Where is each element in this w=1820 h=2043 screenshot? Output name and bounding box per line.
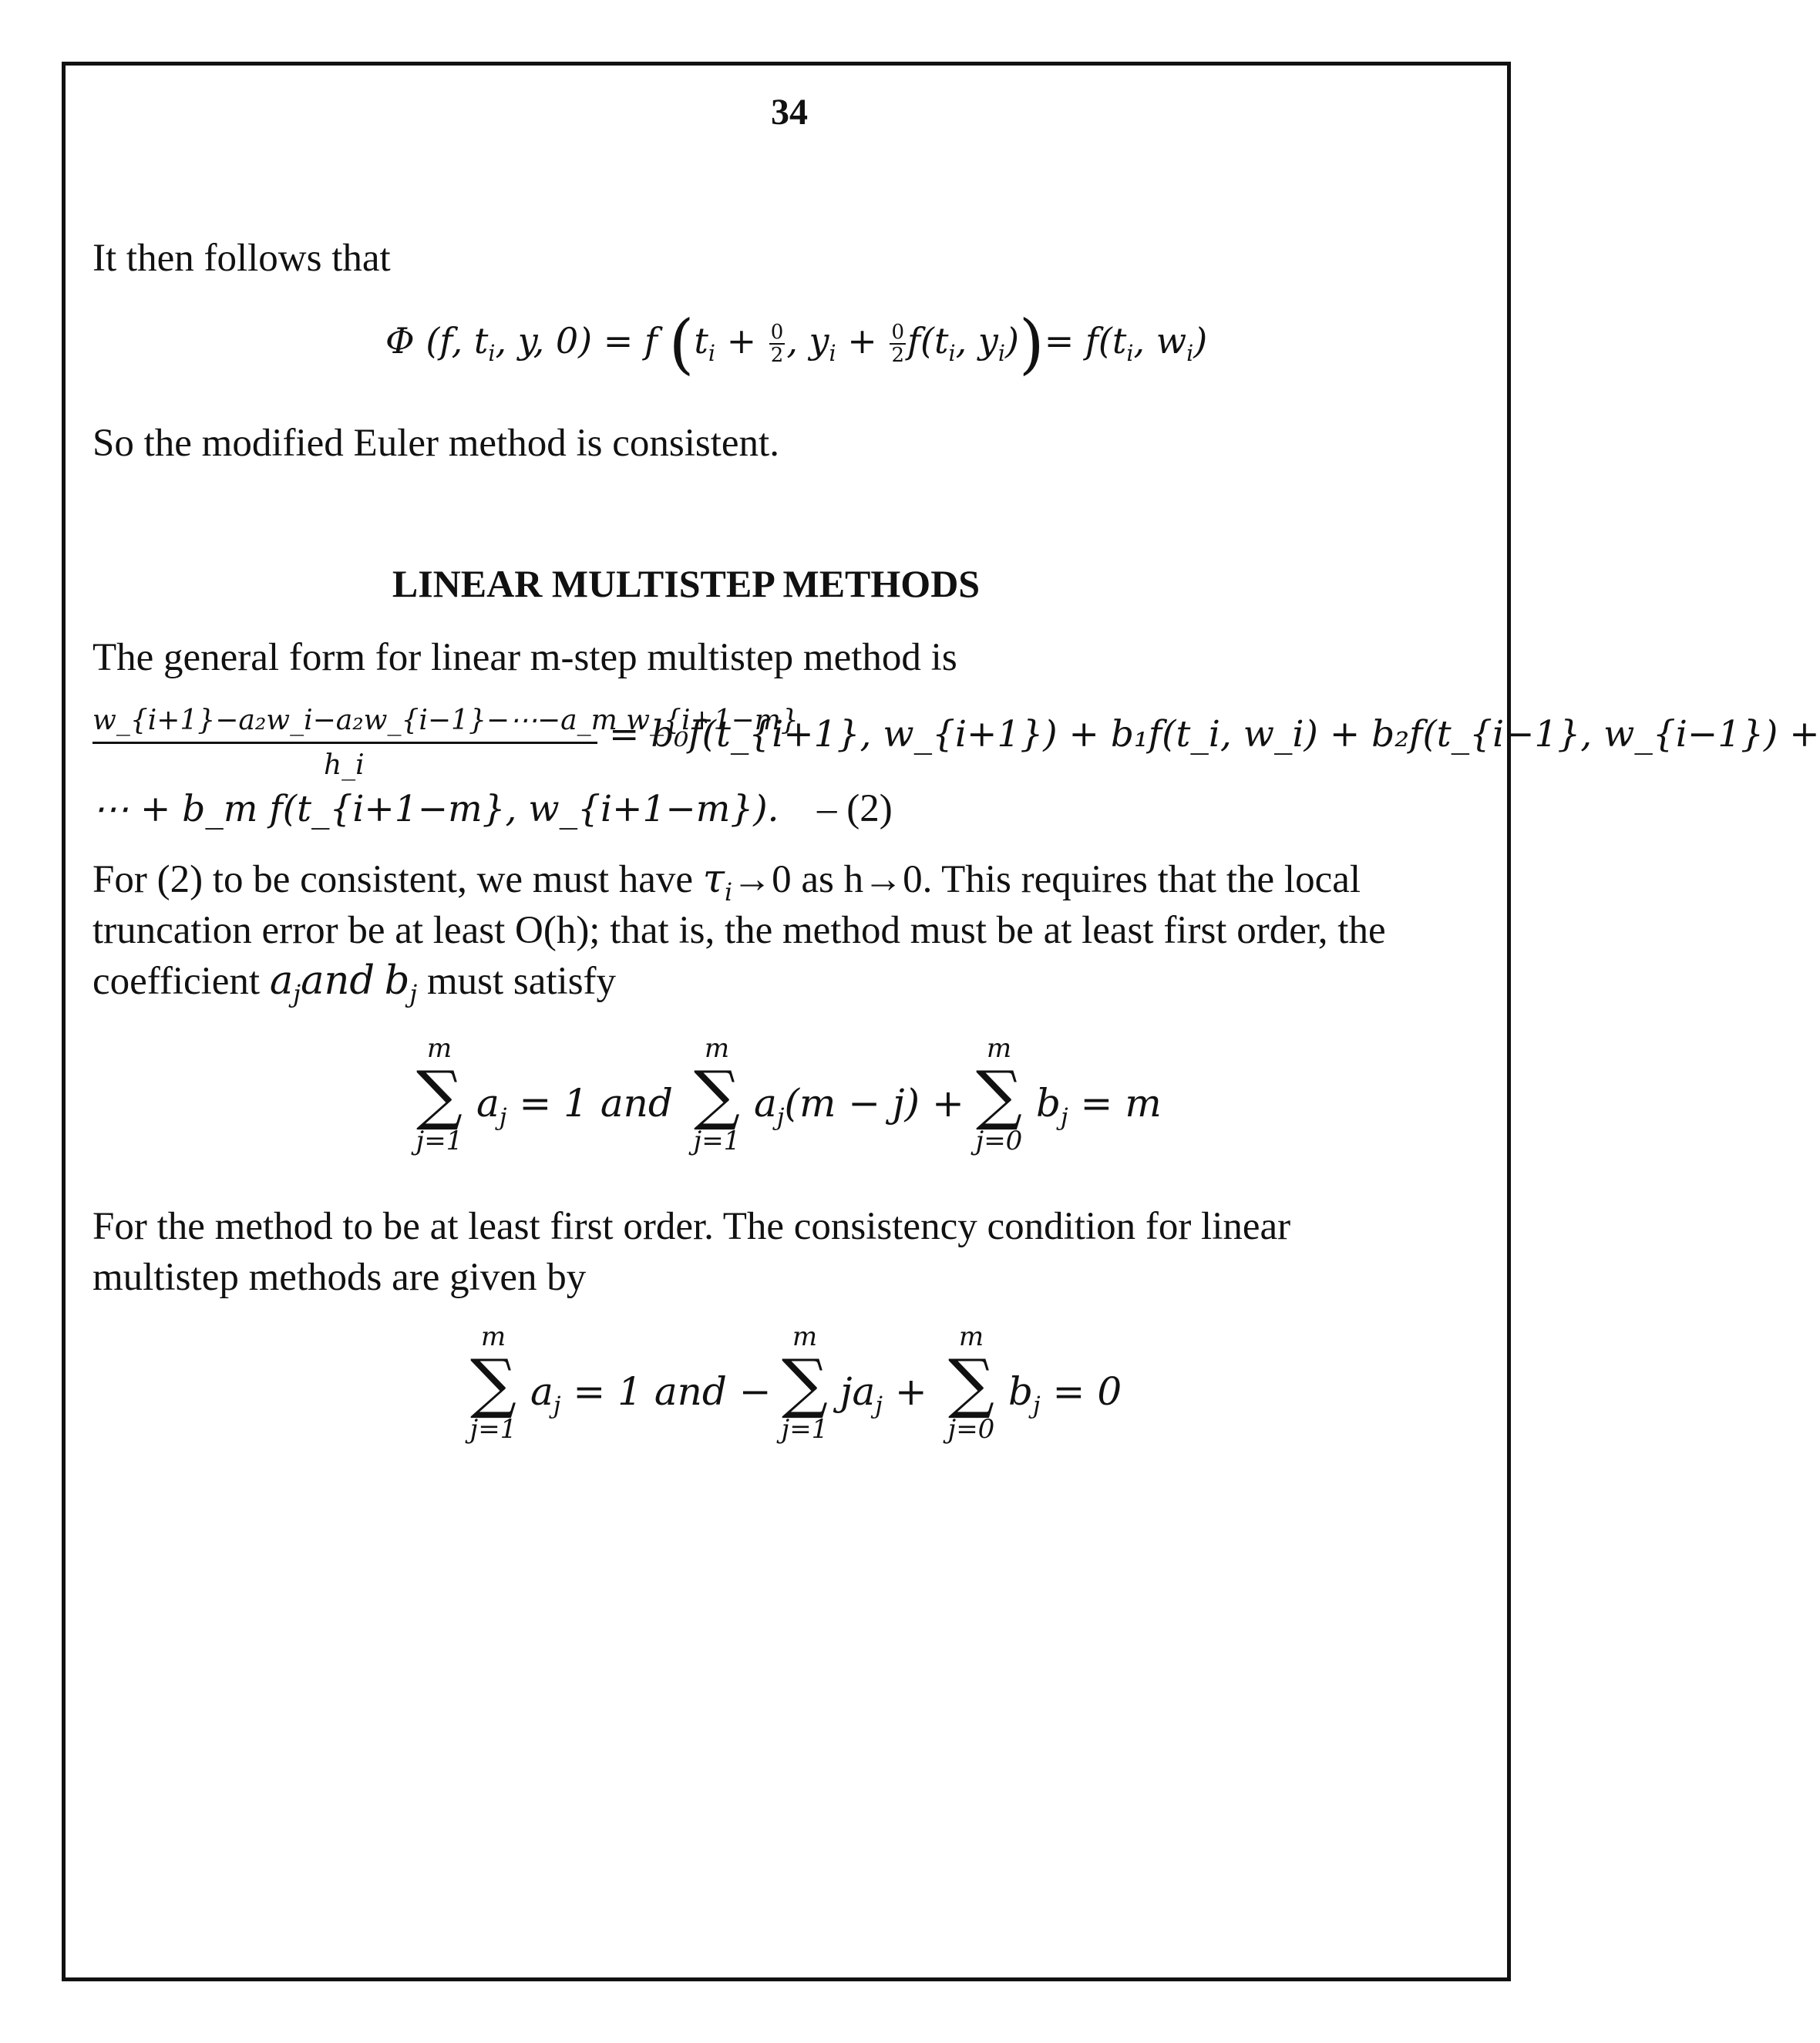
sum-3: m ∑ j=0 bbox=[975, 1033, 1023, 1156]
paragraph-first-order-line1: For the method to be at least first order. The consistency condition for linear bbox=[93, 1205, 1291, 1248]
sum-1: m ∑ j=1 bbox=[415, 1033, 463, 1156]
eq4-term3: $b_j = 0$ bbox=[1008, 1369, 1122, 1419]
sum-4: m ∑ j=1 bbox=[469, 1321, 517, 1445]
equation-phi: Φ (f, $t_i$, y, 0) = f ($t_i$ + $\frac{0}{2}$ , $y_i$ + $\frac{0}{2}$ $f(t_i$, $y_i))= f(t_i$, $w_i$) bbox=[385, 306, 1208, 382]
section-heading: LINEAR MULTISTEP METHODS bbox=[392, 562, 981, 605]
page-number: 34 bbox=[771, 92, 808, 133]
eq3-term3: $b_j = m$ bbox=[1036, 1081, 1162, 1131]
sum-6: m ∑ j=0 bbox=[947, 1321, 995, 1445]
eq4-term2: $ja_j$ + bbox=[840, 1369, 927, 1419]
paragraph-it-then-follows: It then follows that bbox=[93, 237, 391, 280]
eq3-term2: $a_j(m - j)$ + bbox=[754, 1081, 964, 1131]
paragraph-consistency-line2: truncation error be at least O(h); that is, the method must be at least first order, the bbox=[93, 909, 1386, 952]
equation2-continuation: ⋯ + b_m f(t_{i+1−m}, w_{i+1−m}). bbox=[93, 788, 779, 830]
sum-2: m ∑ j=1 bbox=[693, 1033, 741, 1156]
paragraph-consistency-line1: For (2) to be consistent, we must have $\tau_i\to 0$ as h→0. This requires that the local bbox=[93, 857, 1361, 907]
paragraph-general-form: The general form for linear m-step multistep method is bbox=[93, 636, 957, 679]
fraction-zero-over-two-2: $\frac{0}{2}$ bbox=[891, 321, 905, 367]
equation2-numerator: w_{i+1}−a₂w_i−a₂w_{i−1}−⋯−a_m w_{i+1−m} bbox=[93, 705, 799, 736]
paragraph-modified-euler: So the modified Euler method is consistent. bbox=[93, 422, 779, 465]
eq4-term1: $a_j = 1$ and − bbox=[530, 1369, 772, 1419]
equation-tag: – (2) bbox=[817, 787, 893, 830]
equation2-denominator: h_i bbox=[324, 749, 365, 781]
sum-5: m ∑ j=1 bbox=[781, 1321, 829, 1445]
equation2-rhs: = b₀f(t_{i+1}, w_{i+1}) + b₁f(t_i, w_i) + b₂f(t_{i−1}, w_{i−1}) + bbox=[609, 713, 1820, 756]
paragraph-consistency-line3: coefficient $a_jand$ $b_j$ must satisfy bbox=[93, 958, 617, 1009]
eq1-lhs: Φ (f, t bbox=[385, 320, 489, 362]
eq3-term1: $a_j = 1$ and bbox=[476, 1081, 673, 1131]
fraction-bar bbox=[93, 742, 597, 744]
paragraph-first-order-line2: multistep methods are given by bbox=[93, 1256, 587, 1299]
fraction-zero-over-two: $\frac{0}{2}$ bbox=[770, 321, 784, 367]
